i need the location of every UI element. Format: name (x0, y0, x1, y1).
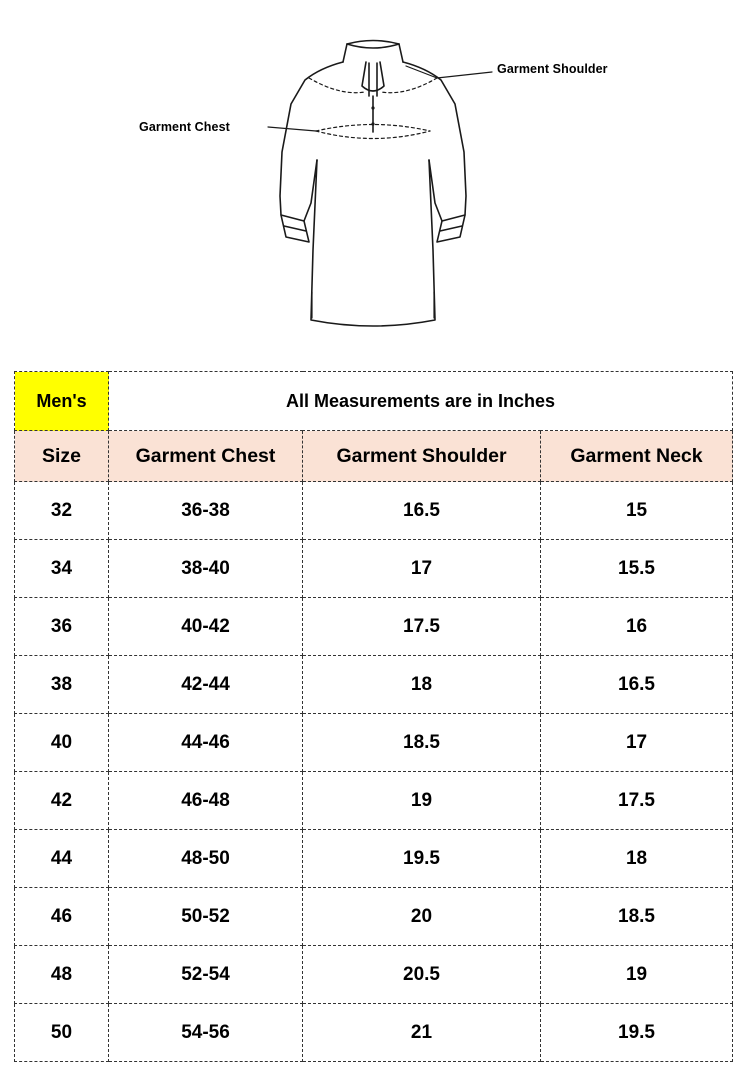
table-row (15, 482, 733, 540)
cell-chest: 54-56 (109, 1004, 303, 1062)
cell-shoulder: 19.5 (303, 830, 541, 888)
callout-label-garment-shoulder: Garment Shoulder (497, 62, 608, 76)
table-title-row (15, 372, 733, 431)
table-row (15, 656, 733, 714)
cell-neck: 16 (541, 598, 733, 656)
cell-shoulder: 18 (303, 656, 541, 714)
measurements-unit-title: All Measurements are in Inches (109, 372, 733, 431)
cell-shoulder: 20 (303, 888, 541, 946)
callout-label-garment-chest: Garment Chest (139, 120, 230, 134)
table-row (15, 888, 733, 946)
garment-illustration (0, 0, 746, 362)
kurta-drawing (0, 0, 746, 362)
cell-neck: 19 (541, 946, 733, 1004)
table-row (15, 598, 733, 656)
cell-neck: 17 (541, 714, 733, 772)
table-row (15, 772, 733, 830)
cell-chest: 46-48 (109, 772, 303, 830)
table-row (15, 540, 733, 598)
cell-size: 38 (15, 656, 109, 714)
table-row (15, 946, 733, 1004)
column-header-garment-chest: Garment Chest (109, 431, 303, 482)
cell-size: 50 (15, 1004, 109, 1062)
cell-size: 48 (15, 946, 109, 1004)
table-row (15, 830, 733, 888)
cell-shoulder: 18.5 (303, 714, 541, 772)
cell-chest: 40-42 (109, 598, 303, 656)
table-header-row (15, 431, 733, 482)
column-header-garment-neck: Garment Neck (541, 431, 733, 482)
cell-shoulder: 17 (303, 540, 541, 598)
table-row (15, 1004, 733, 1062)
cell-size: 42 (15, 772, 109, 830)
cell-chest: 50-52 (109, 888, 303, 946)
cell-neck: 15.5 (541, 540, 733, 598)
cell-size: 32 (15, 482, 109, 540)
cell-neck: 17.5 (541, 772, 733, 830)
cell-size: 46 (15, 888, 109, 946)
cell-chest: 44-46 (109, 714, 303, 772)
cell-size: 36 (15, 598, 109, 656)
cell-shoulder: 21 (303, 1004, 541, 1062)
cell-neck: 16.5 (541, 656, 733, 714)
size-chart-table (14, 371, 733, 1062)
cell-chest: 48-50 (109, 830, 303, 888)
table-row (15, 714, 733, 772)
cell-shoulder: 20.5 (303, 946, 541, 1004)
cell-size: 44 (15, 830, 109, 888)
cell-neck: 18.5 (541, 888, 733, 946)
cell-shoulder: 19 (303, 772, 541, 830)
cell-chest: 36-38 (109, 482, 303, 540)
size-chart (14, 371, 732, 1062)
cell-neck: 18 (541, 830, 733, 888)
cell-chest: 38-40 (109, 540, 303, 598)
cell-shoulder: 17.5 (303, 598, 541, 656)
cell-chest: 42-44 (109, 656, 303, 714)
cell-size: 34 (15, 540, 109, 598)
cell-chest: 52-54 (109, 946, 303, 1004)
cell-size: 40 (15, 714, 109, 772)
mens-label: Men's (15, 372, 109, 431)
cell-neck: 15 (541, 482, 733, 540)
column-header-garment-shoulder: Garment Shoulder (303, 431, 541, 482)
cell-shoulder: 16.5 (303, 482, 541, 540)
cell-neck: 19.5 (541, 1004, 733, 1062)
column-header-size: Size (15, 431, 109, 482)
